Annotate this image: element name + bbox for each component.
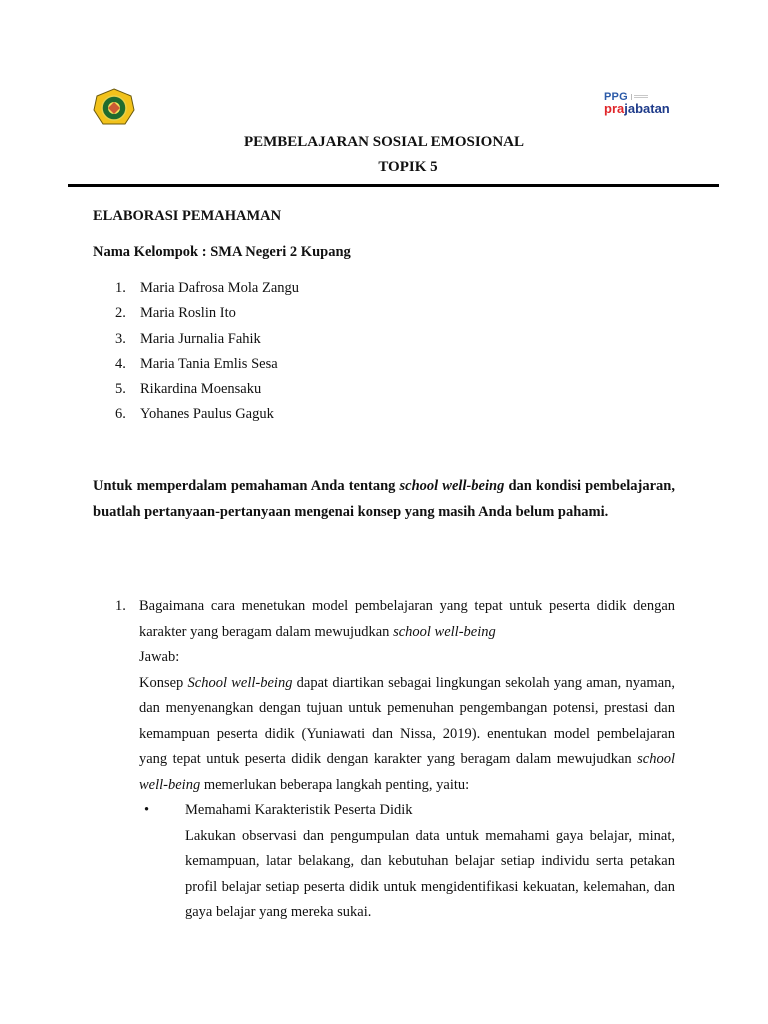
ppg-logo-text: PPG: [604, 91, 628, 103]
group-label: Nama Kelompok : SMA Negeri 2 Kupang: [93, 244, 351, 260]
question-number: 1.: [115, 598, 126, 614]
bullet-text: Lakukan observasi dan pengumpulan data untuk memahami gaya belajar, minat, kemampuan, latar belakang, dan kebutuhan belajar setiap individu serta petakan profil belajar setiap peserta didik untuk mengidentifikasi kekuatan, kelemahan, dan gaya belajar yang mereka sukai.: [185, 827, 675, 920]
bullet-title: Memahami Karakteristik Peserta Didik: [185, 802, 413, 818]
question-1: [115, 594, 675, 926]
ppg-logo-jabatan: jabatan: [624, 101, 670, 116]
document-title: PEMBELAJARAN SOSIAL EMOSIONAL: [243, 134, 525, 150]
ppg-logo-pra: pra: [604, 101, 625, 116]
list-item: 3. Maria Jurnalia Fahik: [115, 330, 261, 347]
question-text: Bagaimana cara menetukan model pembelajaran yang tepat untuk peserta didik dengan karakter yang beragam dalam mewujudkan school well-being: [139, 598, 675, 640]
bullet-item: [139, 798, 675, 926]
list-item: 6. Yohanes Paulus Gaguk: [115, 406, 274, 423]
list-item: 5. Rikardina Moensaku: [115, 381, 262, 398]
answer-label: Jawab:: [139, 649, 180, 665]
list-item: 4. Maria Tania Emlis Sesa: [115, 355, 278, 372]
list-item: 2. Maria Roslin Ito: [115, 305, 236, 322]
topic-title: TOPIK 5: [378, 159, 438, 175]
university-logo: [93, 88, 135, 128]
instruction-paragraph: Untuk memperdalam pemahaman Anda tentang school well-being dan kondisi pembelajaran, buatlah pertanyaan-pertanyaan mengenai konsep yang masih Anda belum pahami.: [93, 478, 675, 520]
answer-text: Konsep School well-being dapat diartikan sebagai lingkungan sekolah yang aman, nyaman, dan menyenangkan dengan tujuan untuk pemenuhan pengembangan potensi, prestasi dan kemampuan peserta didik (Yuniawati dan Nissa, 2019). enentukan model pembelajaran yang tepat untuk peserta didik dengan karakter yang beragam dalam mewujudkan school well-being memerlukan beberapa langkah penting, yaitu:: [139, 674, 676, 793]
member-list: [115, 279, 299, 431]
bullet-dot-icon: •: [144, 802, 150, 818]
header-divider: [68, 184, 719, 187]
section-heading: ELABORASI PEMAHAMAN: [93, 208, 282, 224]
ppg-prajabatan-logo: [604, 91, 676, 121]
list-item: 1. Maria Dafrosa Mola Zangu: [115, 280, 300, 296]
